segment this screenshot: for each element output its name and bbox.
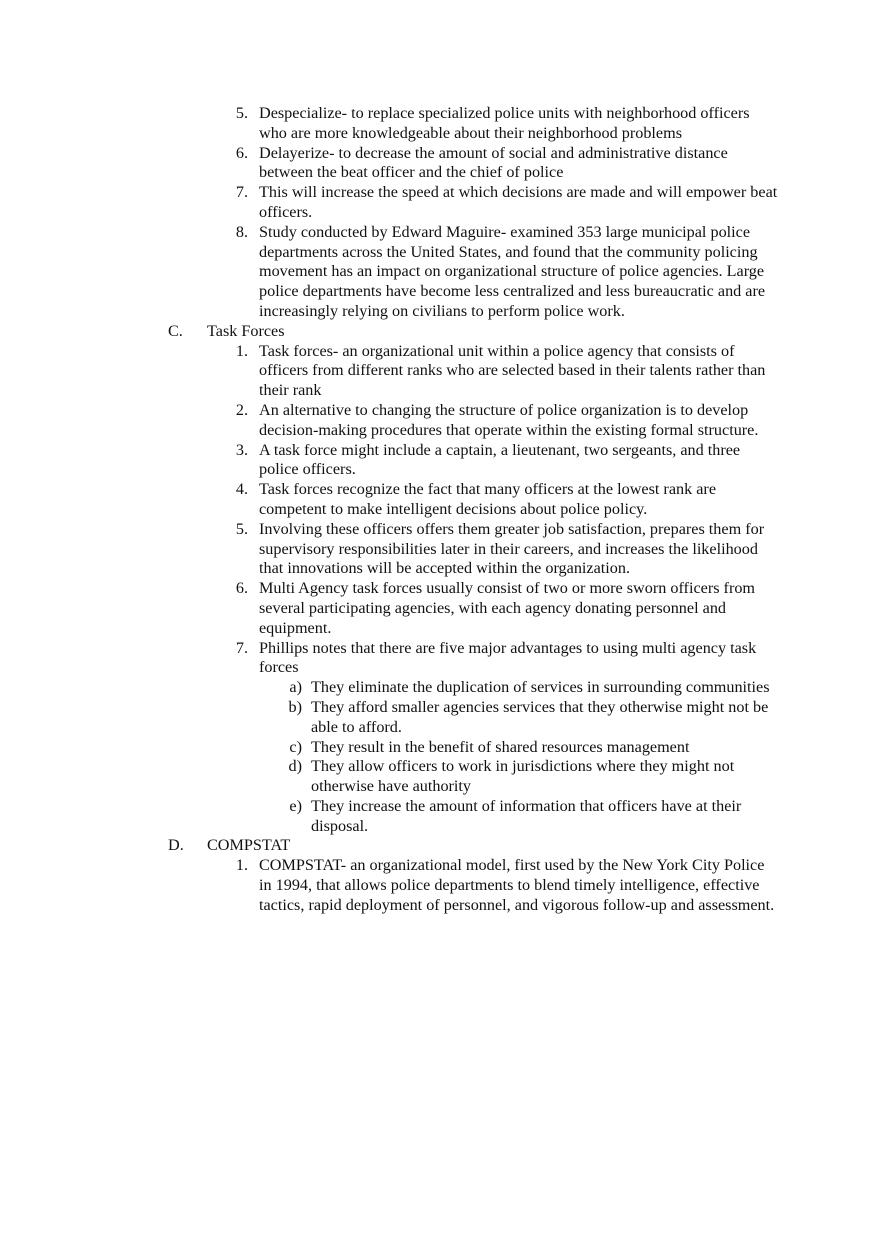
list-marker: a) <box>289 678 302 697</box>
list-item-text: COMPSTAT- an organizational model, first used by the New York City Police in 1994, that allows police departments to blend timely intelligence, effective tactics, rapid deployment of personnel, and vigorous follow-up and assessment. <box>259 856 775 914</box>
lettered-subitem <box>0 797 880 837</box>
list-item-text: Task forces recognize the fact that many officers at the lowest rank are competent to make intelligent decisions about police policy. <box>259 480 717 518</box>
list-marker: d) <box>288 757 302 776</box>
list-marker: e) <box>289 796 302 815</box>
list-marker: 2. <box>235 400 248 419</box>
list-item-text: They result in the benefit of shared resources management <box>311 737 690 756</box>
list-marker: 5. <box>235 519 248 538</box>
numbered-item <box>0 480 880 520</box>
list-marker: D. <box>168 836 184 855</box>
list-item-text: An alternative to changing the structure of police organization is to develop decision-making procedures that operate within the existing formal structure. <box>259 400 759 439</box>
list-item-text: They eliminate the duplication of services in surrounding communities <box>311 678 770 697</box>
numbered-item <box>0 342 880 401</box>
list-marker: 3. <box>235 440 248 459</box>
list-marker: b) <box>288 697 302 716</box>
list-marker: 5. <box>235 104 248 122</box>
list-marker: 4. <box>235 480 248 499</box>
list-item-text: Phillips notes that there are five major advantages to using multi agency task forces <box>259 638 757 677</box>
section-heading <box>0 322 880 342</box>
list-marker: 6. <box>235 579 248 598</box>
list-marker: 8. <box>235 222 248 241</box>
list-marker: C. <box>168 321 183 340</box>
list-item-text: Despecialize- to replace specialized police units with neighborhood officers who are more knowledgeable about their neighborhood problems <box>259 104 750 142</box>
list-item-text: Study conducted by Edward Maguire- examined 353 large municipal police departments across the United States, and found that the community policing movement has an impact on organizational structure of police agencies. Large police departments have become less centralized and less bureaucratic and are increasingly relying on civilians to perform police work. <box>259 222 766 320</box>
list-item-text: Multi Agency task forces usually consist of two or more sworn officers from several participating agencies, with each agency donating personnel and equipment. <box>259 579 756 637</box>
numbered-item <box>0 104 880 144</box>
list-item-text: They afford smaller agencies services that they otherwise might not be able to afford. <box>311 697 769 736</box>
lettered-subitem <box>0 678 880 698</box>
numbered-item <box>0 223 880 322</box>
list-item-text: Task Forces <box>207 321 285 340</box>
lettered-subitem <box>0 698 880 738</box>
numbered-item <box>0 183 880 223</box>
list-marker: 7. <box>235 638 248 657</box>
numbered-item <box>0 144 880 184</box>
list-item-text: This will increase the speed at which decisions are made and will empower beat officers. <box>259 183 778 221</box>
list-marker: c) <box>289 737 302 756</box>
numbered-item <box>0 856 880 915</box>
lettered-subitem <box>0 757 880 797</box>
list-item-text: Involving these officers offers them greater job satisfaction, prepares them for supervisory responsibilities later in their careers, and increases the likelihood that innovations will be accepted within the organization. <box>259 519 765 578</box>
list-item-text: A task force might include a captain, a lieutenant, two sergeants, and three police officers. <box>259 440 741 479</box>
numbered-item <box>0 639 880 679</box>
list-item-text: They increase the amount of information that officers have at their disposal. <box>311 796 742 835</box>
numbered-item <box>0 401 880 441</box>
list-marker: 7. <box>235 183 248 202</box>
list-item-text: They allow officers to work in jurisdictions where they might not otherwise have authority <box>311 757 735 796</box>
list-marker: 1. <box>235 856 248 875</box>
numbered-item <box>0 579 880 638</box>
list-item-text: COMPSTAT <box>207 836 291 855</box>
list-marker: 1. <box>235 341 248 360</box>
outline-list <box>0 104 880 916</box>
numbered-item <box>0 441 880 481</box>
numbered-item <box>0 520 880 579</box>
list-item-text: Task forces- an organizational unit within a police agency that consists of officers from different ranks who are selected based in their talents rather than their rank <box>259 341 766 400</box>
list-marker: 6. <box>235 143 248 162</box>
list-item-text: Delayerize- to decrease the amount of social and administrative distance between the beat officer and the chief of police <box>259 143 728 182</box>
lettered-subitem <box>0 738 880 758</box>
section-heading <box>0 836 880 856</box>
